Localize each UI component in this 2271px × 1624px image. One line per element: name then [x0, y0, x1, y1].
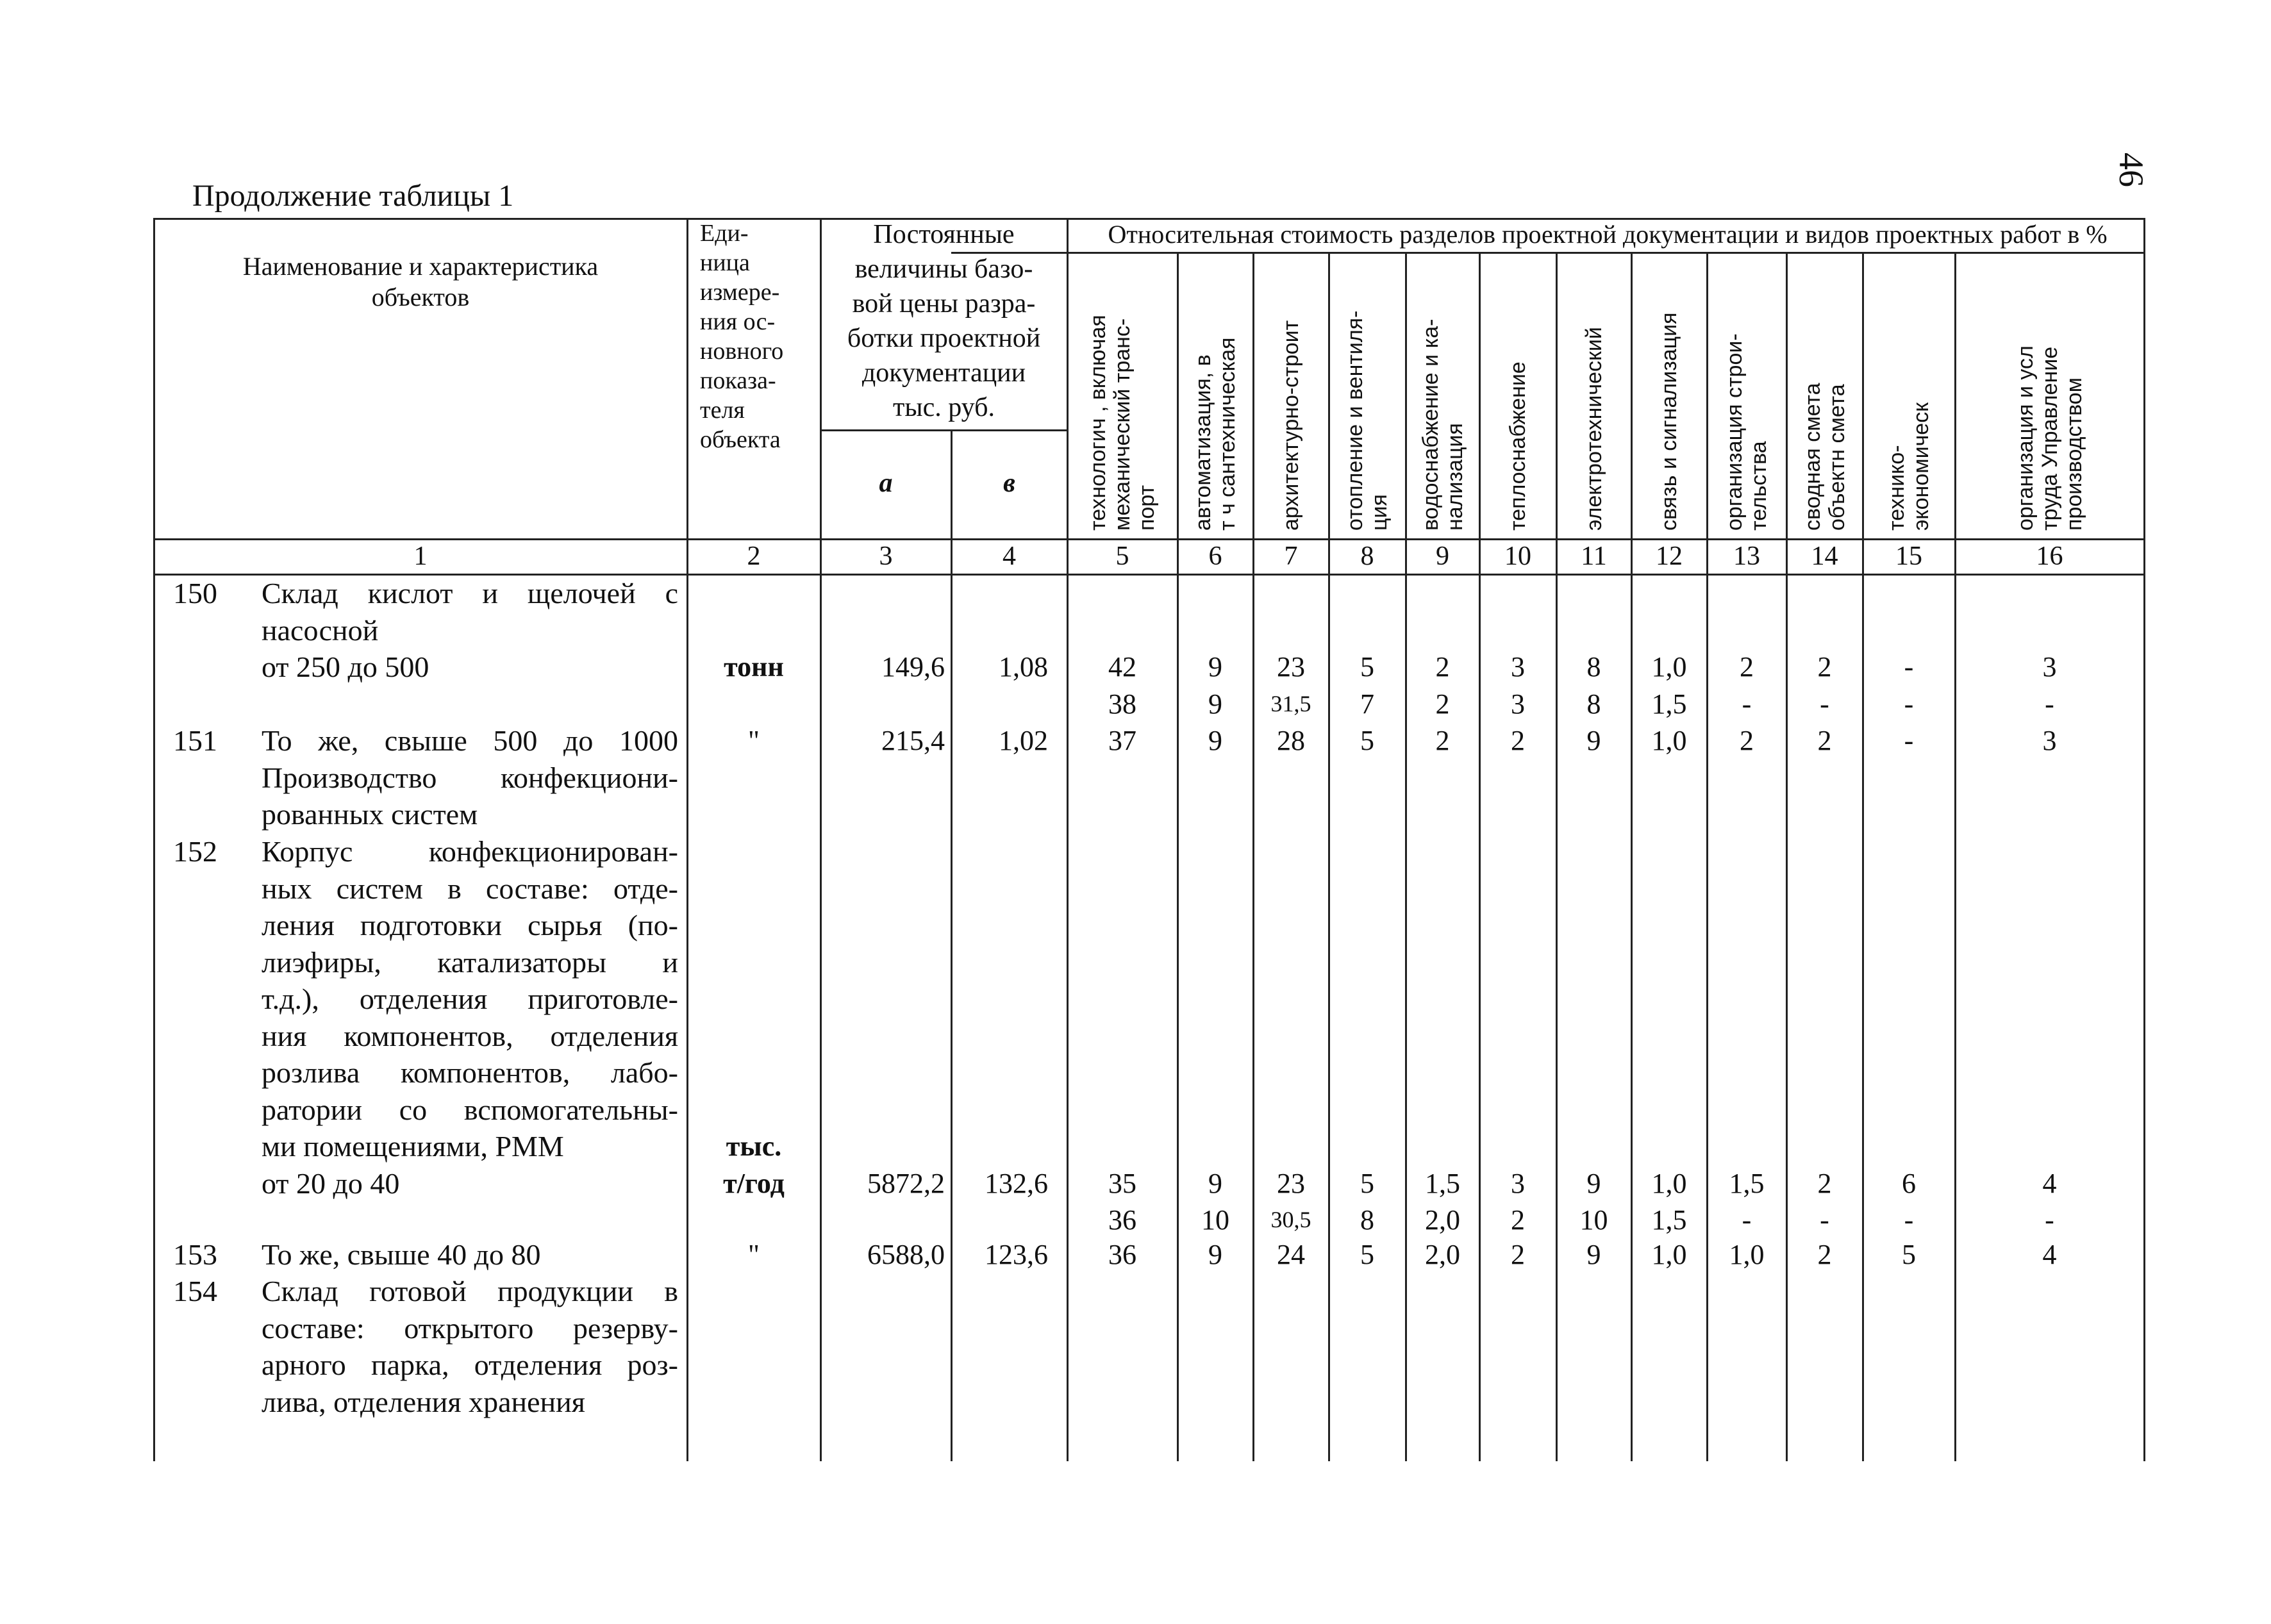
row-number: 153 — [173, 1238, 217, 1271]
vertical-header-line: организация и усл — [2013, 345, 2038, 531]
row-description-line: То же, свыше 500 до 1000 — [262, 724, 678, 757]
row-value-alt: 8 — [1360, 1204, 1374, 1236]
row-description-line: т.д.), отделения приготовле- — [262, 982, 678, 1015]
row-value-alt: 36 — [1108, 1204, 1136, 1236]
vertical-header-line: водоснабжение и ка- — [1418, 319, 1443, 531]
row-value: 2 — [1817, 1167, 1832, 1199]
row-value: 2,0 — [1425, 1239, 1460, 1270]
vertical-header-line: теплоснабжение — [1506, 361, 1530, 531]
row-value: 1,0 — [1651, 651, 1687, 683]
row-value: 4 — [2042, 1239, 2057, 1270]
vertical-header-line: порт — [1135, 485, 1159, 531]
row-unit: тонн — [724, 651, 784, 683]
vertical-header — [1707, 260, 1786, 531]
vertical-header-line: механический транс- — [1110, 318, 1135, 531]
row-description — [262, 722, 678, 833]
row-value: 4 — [2042, 1167, 2057, 1199]
vertical-header — [1253, 260, 1329, 531]
row-const-a: 5872,2 — [867, 1167, 945, 1199]
vertical-header-text — [1722, 260, 1771, 531]
row-const-b: 1,02 — [999, 725, 1048, 756]
row-value-alt: 2 — [1435, 688, 1450, 720]
row-description-line: ми помещениями, РММ — [262, 1130, 564, 1163]
vertical-header-line: труда Управление — [2037, 346, 2062, 531]
row-const-a: 215,4 — [881, 725, 945, 756]
vertical-header-text — [1343, 260, 1392, 531]
header-unit-line: ница — [700, 249, 750, 276]
row-value: 3 — [2042, 651, 2057, 683]
vertical-header-line: объектн смета — [1824, 384, 1849, 531]
header-unit-line: ния ос- — [700, 308, 776, 335]
vertical-header-text — [1657, 260, 1681, 531]
vertical-header-text — [1506, 260, 1530, 531]
page-number: 46 — [2112, 153, 2150, 187]
row-value: 2 — [1817, 651, 1832, 683]
row-description-line: от 250 до 500 — [262, 650, 429, 683]
row-unit: " — [748, 1239, 760, 1270]
row-value: 5 — [1902, 1239, 1916, 1270]
column-number: 3 — [879, 542, 893, 571]
row-description-line: составе: открытого резерву- — [262, 1311, 678, 1345]
header-unit-line: новного — [700, 338, 784, 365]
const-subheader-rule — [820, 429, 1067, 431]
row-description-line: розлива компонентов, лабо- — [262, 1056, 678, 1089]
vertical-header-line: отопление и вентиля- — [1343, 310, 1367, 531]
row-value: - — [1904, 651, 1914, 683]
row-value-alt: 10 — [1579, 1204, 1608, 1236]
vertical-header-text — [1582, 260, 1606, 531]
row-value: 1,5 — [1729, 1167, 1765, 1199]
row-value-alt: - — [1904, 1204, 1914, 1236]
column-number: 12 — [1656, 542, 1683, 571]
header-unit-line: теля — [700, 397, 745, 424]
row-value: 1,5 — [1425, 1167, 1460, 1199]
header-const-line: ботки проектной — [847, 324, 1041, 353]
column-rule — [686, 218, 688, 1461]
table-caption: Продолжение таблицы 1 — [192, 179, 514, 213]
row-value-alt: - — [1820, 688, 1829, 720]
row-const-b: 1,08 — [999, 651, 1048, 683]
vertical-header-line: тельства — [1747, 441, 1771, 531]
row-const-b: 123,6 — [985, 1239, 1048, 1270]
row-value: 36 — [1108, 1239, 1136, 1270]
row-value: 3 — [1511, 1167, 1525, 1199]
rel-cost-header-rule — [951, 252, 2144, 254]
row-value: 2 — [1511, 1239, 1525, 1270]
vertical-header-line: экономическ — [1909, 402, 1933, 531]
row-description — [262, 575, 678, 686]
row-value-alt: 3 — [1511, 688, 1525, 720]
column-number: 4 — [1002, 542, 1016, 571]
header-name: Наименование и характеристика объектов — [242, 252, 599, 311]
row-value: 42 — [1108, 651, 1136, 683]
row-value-alt: 8 — [1586, 688, 1601, 720]
row-description-line: ных систем в составе: отде- — [262, 872, 678, 905]
header-const-line: Постоянные — [873, 220, 1015, 249]
row-description-line: арного парка, отделения роз- — [262, 1348, 678, 1381]
row-unit: " — [748, 725, 760, 756]
row-value-alt: 2 — [1511, 1204, 1525, 1236]
row-const-a: 149,6 — [881, 651, 945, 683]
column-rule — [951, 429, 952, 1461]
vertical-header-text — [1279, 260, 1303, 531]
row-number: 154 — [173, 1275, 217, 1307]
header-unit-line: объекта — [700, 426, 781, 453]
row-value: 6 — [1902, 1167, 1916, 1199]
vertical-header — [1329, 260, 1406, 531]
row-description — [262, 833, 678, 1202]
row-value-alt: 2,0 — [1425, 1204, 1460, 1236]
row-description — [262, 1236, 678, 1273]
row-value: 37 — [1108, 725, 1136, 756]
row-value: 1,0 — [1729, 1239, 1765, 1270]
row-unit: т/год — [723, 1167, 785, 1199]
row-description-line: Производство конфекциони- — [262, 761, 678, 794]
row-value: 28 — [1277, 725, 1305, 756]
column-number: 14 — [1811, 542, 1838, 571]
vertical-header-line: электротехнический — [1581, 327, 1606, 531]
row-value: 1,0 — [1651, 1239, 1687, 1270]
vertical-header-line: организация строи- — [1722, 333, 1747, 531]
row-value: 3 — [2042, 725, 2057, 756]
row-value: 2 — [1511, 725, 1525, 756]
row-value-alt: - — [1820, 1204, 1829, 1236]
column-rule — [153, 218, 155, 1461]
vertical-header — [1786, 260, 1863, 531]
row-value: 2 — [1817, 1239, 1832, 1270]
row-value-alt: 9 — [1208, 688, 1222, 720]
column-number: 10 — [1504, 542, 1531, 571]
row-value: - — [1904, 725, 1914, 756]
vertical-header-line: т ч сантехническая — [1215, 337, 1240, 531]
row-description-line: ния компонентов, отделения — [262, 1019, 678, 1052]
vertical-header — [1479, 260, 1556, 531]
column-rule — [820, 218, 822, 1461]
row-value-alt: - — [2045, 688, 2054, 720]
column-number: 8 — [1360, 542, 1374, 571]
row-value: 2 — [1740, 651, 1754, 683]
row-value: 9 — [1586, 1239, 1601, 1270]
header-rel-cost: Относительная стоимость разделов проектной документации и видов проектных работ в % — [1108, 220, 2108, 249]
vertical-header-text — [1191, 260, 1240, 531]
column-number: 5 — [1115, 542, 1129, 571]
row-description-line: Корпус конфекционирован- — [262, 835, 678, 868]
row-value: 9 — [1208, 1167, 1222, 1199]
row-value-alt: 30,5 — [1270, 1207, 1311, 1232]
row-value: 23 — [1277, 1167, 1305, 1199]
row-value: 9 — [1208, 1239, 1222, 1270]
column-number: 11 — [1581, 542, 1607, 571]
vertical-header — [1556, 260, 1631, 531]
row-value: 23 — [1277, 651, 1305, 683]
row-value-alt: 1,5 — [1651, 1204, 1687, 1236]
row-description-line: Склад кислот и щелочей с — [262, 577, 678, 609]
header-unit-line: показа- — [700, 367, 776, 394]
vertical-header — [1955, 260, 2144, 531]
row-description-line: ления подготовки сырья (по- — [262, 909, 678, 941]
row-value: 9 — [1586, 725, 1601, 756]
row-value: 9 — [1208, 725, 1222, 756]
row-description-line: лива, отделения хранения — [262, 1385, 585, 1418]
row-description — [262, 1273, 678, 1420]
row-unit: тыс. — [726, 1131, 782, 1162]
row-const-a: 6588,0 — [867, 1239, 945, 1270]
header-unit-line: измере- — [700, 279, 780, 306]
row-value: 2 — [1435, 725, 1450, 756]
column-number: 1 — [413, 542, 428, 571]
row-value: 5 — [1360, 1239, 1374, 1270]
row-value-alt: - — [1742, 1204, 1752, 1236]
row-value-alt: - — [1742, 688, 1752, 720]
row-description-line: Склад готовой продукции в — [262, 1275, 678, 1307]
vertical-header — [1863, 260, 1955, 531]
column-number: 9 — [1436, 542, 1449, 571]
row-value: 35 — [1108, 1167, 1136, 1199]
vertical-header-text — [1884, 260, 1933, 531]
vertical-header-line: архитектурно-строит — [1279, 320, 1303, 531]
header-const-line: величины базо- — [854, 254, 1033, 284]
row-value-alt: 31,5 — [1270, 690, 1311, 717]
header-sub-b: в — [1003, 468, 1015, 498]
row-value-alt: - — [1904, 688, 1914, 720]
row-description-line: лиэфиры, катализаторы и — [262, 945, 678, 979]
row-value: 2 — [1817, 725, 1832, 756]
vertical-header-line: производством — [2061, 377, 2086, 531]
row-value-alt: - — [2045, 1204, 2054, 1236]
column-number: 16 — [2036, 542, 2063, 571]
column-number: 6 — [1208, 542, 1222, 571]
row-value: 9 — [1208, 651, 1222, 683]
row-value-alt: 10 — [1201, 1204, 1229, 1236]
vertical-header-line: ция — [1367, 494, 1392, 531]
row-number: 151 — [173, 724, 217, 757]
vertical-header-line: технико- — [1884, 445, 1909, 531]
column-number: 2 — [747, 542, 761, 571]
header-sub-a: а — [879, 468, 893, 498]
row-description-line: ратории со вспомогательны- — [262, 1093, 678, 1126]
row-const-b: 132,6 — [985, 1167, 1048, 1199]
header-const-line: документации — [861, 358, 1026, 388]
row-value: 5 — [1360, 725, 1374, 756]
row-number: 150 — [173, 577, 217, 609]
row-value-alt: 38 — [1108, 688, 1136, 720]
row-value: 2 — [1740, 725, 1754, 756]
row-description-line: от 20 до 40 — [262, 1166, 400, 1200]
vertical-header — [1631, 260, 1707, 531]
vertical-header-text — [1418, 260, 1467, 531]
row-value-alt: 1,5 — [1651, 688, 1687, 720]
row-description-line: рованных систем — [262, 798, 478, 831]
vertical-header-line: автоматизация, в — [1191, 354, 1215, 531]
vertical-header — [1177, 260, 1253, 531]
row-value: 5 — [1360, 1167, 1374, 1199]
vertical-header-text — [1086, 260, 1159, 531]
vertical-header-line: сводная смета — [1800, 383, 1825, 531]
column-number: 13 — [1733, 542, 1760, 571]
header-const-line: вой цены разра- — [852, 289, 1036, 319]
header-const-line: тыс. руб. — [893, 393, 995, 422]
row-value: 5 — [1360, 651, 1374, 683]
row-number: 152 — [173, 835, 217, 868]
vertical-header-text — [1801, 260, 1849, 531]
vertical-header-line: связь и сигнализация — [1657, 312, 1681, 531]
row-value: 24 — [1277, 1239, 1305, 1270]
row-description-line: То же, свыше 40 до 80 — [262, 1238, 541, 1271]
column-number: 7 — [1284, 542, 1298, 571]
vertical-header-text — [2013, 260, 2086, 531]
row-value: 8 — [1586, 651, 1601, 683]
header-unit-line: Еди- — [700, 220, 749, 247]
vertical-header-line: нализация — [1442, 423, 1467, 531]
row-value-alt: 7 — [1360, 688, 1374, 720]
row-value: 1,0 — [1651, 725, 1687, 756]
vertical-header-line: технологич , включая — [1086, 315, 1110, 531]
row-value: 2 — [1435, 651, 1450, 683]
row-value: 3 — [1511, 651, 1525, 683]
row-value: 9 — [1586, 1167, 1601, 1199]
vertical-header — [1067, 260, 1177, 531]
row-description-line: насосной — [262, 613, 379, 647]
vertical-header — [1406, 260, 1479, 531]
row-value: 1,0 — [1651, 1167, 1687, 1199]
column-number: 15 — [1895, 542, 1922, 571]
